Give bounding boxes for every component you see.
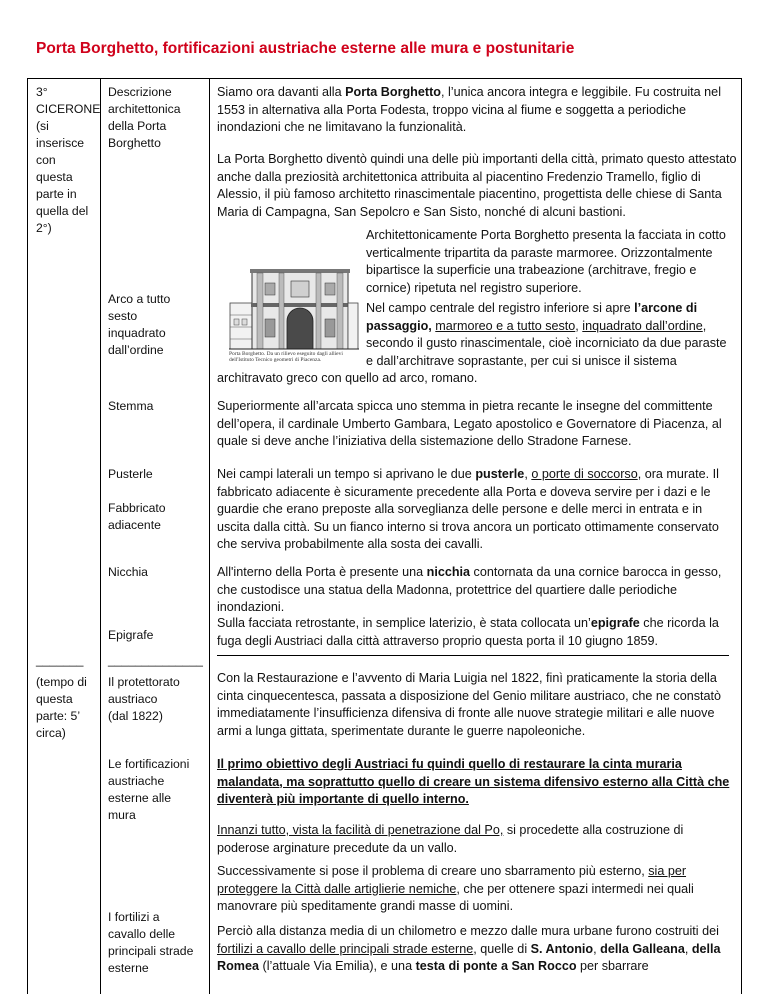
paragraph-intro: Siamo ora davanti alla Porta Borghetto, l’unica ancora integra e leggibile. Fu costruita nel 1553 in alternativa alla Porta Fodesta, troppo vicina al fiume e soggetta a periodiche inondazioni che ne limitavano la funzionalità. [217,85,721,134]
topic-arco [108,291,203,359]
time-note [36,674,98,742]
topic-line: Le fortificazioni [108,757,190,771]
role-line: 3° [36,85,48,99]
role-line: questa [36,170,73,184]
topic-line: della Porta [108,119,167,133]
bold-term: Porta Borghetto [345,85,441,99]
porta-borghetto-drawing [229,263,359,365]
topic-fortilizi [108,909,203,977]
time-line: (tempo di [36,675,87,689]
topic-line: esterne [108,961,149,975]
paragraph-stemma: Superiormente all’arcata spicca uno stemma in pietra recante le insegne del committente dell’opera, il cardinale Umberto Gambara, Legato apostolico e Governatore di Piacenza, al quale si deve anche l’iniziativa della sistemazione dello Stradone Farnese. [217,399,722,448]
topic-fabbricato [108,500,203,534]
paragraph-sbarramento: Successivamente si pose il problema di creare uno sbarramento più esterno, sia per proteggere la Città dalle artiglierie nemiche, che per ottenere spazi intermedi nei quali manovrare più speditamente grandi masse di uomini. [217,864,694,913]
paragraph-restaurazione: Con la Restaurazione e l’avvento di Maria Luigia nel 1822, finì praticamente la storia della cinta cinquecentesca, passata a disposizione del Genio militare austriaco, che ne constatò immediatamente l’insufficienza difensiva di fronte alle nuove strategie militari e alle nuove armi a lunga gittata, sperimentate durante le guerre napoleoniche. [217,671,722,738]
column-divider [100,79,101,994]
topic-line: sesto [108,309,138,323]
topic-line: Il protettorato [108,675,180,689]
topic-line: esterne alle [108,791,172,805]
topic-line: inquadrato [108,326,166,340]
role-line: parte in [36,187,77,201]
time-line: questa [36,692,73,706]
topic-pusterle: Pusterle [108,467,153,481]
role-line: quella del [36,204,89,218]
topic-line: principali strade [108,944,194,958]
topic-protettorato [108,674,203,725]
role-line: con [36,153,56,167]
paragraph-arcone-end: architravato greco con quello ad arco, romano. [217,371,478,385]
role-line: (si [36,119,49,133]
topic-stemma: Stemma [108,399,154,413]
topic-line: Fabbricato [108,501,166,515]
column-divider [209,79,210,994]
topic-line: cavallo delle [108,927,176,941]
topic-line: mura [108,808,136,822]
topic-line: adiacente [108,518,161,532]
topic-line: I fortilizi a [108,910,160,924]
topic-fortificazioni [108,756,203,824]
role-line: CICERONE [36,102,101,116]
topic-epigrafe: Epigrafe [108,628,154,642]
time-line: circa) [36,726,66,740]
topic-line: (dal 1822) [108,709,163,723]
bold-term: l’arcone di passaggio, [366,301,698,333]
time-line: parte: 5’ [36,709,81,723]
topic-line: austriaco [108,692,158,706]
topic-line: architettonica [108,102,181,116]
paragraph-fortilizi: Perciò alla distanza media di un chilometro e mezzo dalle mura urbane furono costruiti dei fortilizi a cavallo delle principali strade esterne, quelle di S. Antonio, della Galleana, della Romea (l’attuale Via Emilia), e una testa di ponte a San Rocco per sbarrare [217,924,721,973]
paragraph-arcone: Nel campo centrale del registro inferiore si apre l’arcone di passaggio, marmoreo e a tutto sesto, inquadrato dall’ordine, secondo il gusto rinascimentale, cioè incorniciato da due paraste e dall’architrave soprastante, per cui si unisce il sistema [366,301,727,368]
section-rule [217,655,729,657]
section-rule: ______________ [108,653,203,667]
topic-line: Arco a tutto [108,292,171,306]
paragraph-architect: La Porta Borghetto diventò quindi una delle più importanti della città, primato questo attestato anche dalla preziosità architettonica attribuita al piacentino Fredenzio Tramello, figlio di Alessio, il più famoso architetto rinascimentale piacentino, progettista delle chiese di Santa Maria di Campagna, San Sepolcro e San Sisto, nonché di alcuni bastioni. [217,152,737,219]
bold-term: epigrafe [590,616,640,630]
role-line: 2°) [36,221,52,235]
topic-line: austriache [108,774,165,788]
bold-term: pusterle [475,467,525,481]
topic-line: dall’ordine [108,343,164,357]
role-line: inserisce [36,136,85,150]
paragraph-nicchia: All'interno della Porta è presente una nicchia contornata da una cornice barocca in gesso, che custodisce una statua della Madonna, protettrice del quartiere dalle periodiche inondazioni. [217,565,722,614]
topic-nicchia: Nicchia [108,565,148,579]
paragraph-epigrafe: Sulla facciata retrostante, in semplice laterizio, è stata collocata un’epigrafe che ricorda la fuga degli Austriaci dalla città attraverso proprio questa porta il 10 giugno 1859. [217,616,719,648]
topic-line: Borghetto [108,136,161,150]
page-title: Porta Borghetto, fortificazioni austriache esterne alle mura e postunitarie [36,40,575,57]
section-rule: _______ [36,653,84,667]
paragraph-facade: Architettonicamente Porta Borghetto presenta la facciata in cotto verticalmente tripartita da paraste marmoree. Orizzontalmente bipartisce la superficie una trabeazione (architrave, fregio e cornice) ripetuta nel registro superiore. [366,228,726,295]
paragraph-po: Innanzi tutto, vista la facilità di penetrazione dal Po, si procedette alla costruzione di poderose arginature precedute da un vallo. [217,823,684,855]
role-note [36,84,101,237]
paragraph-pusterle: Nei campi laterali un tempo si aprivano le due pusterle, o porte di soccorso, ora murate. Il fabbricato adiacente è sicuramente precedente alla Porta e doveva servire per i dazi e le guardie che erano preposte alla sorveglianza delle persone e delle merci in entrata e in uscita dalla città. Su un fianco interno si trova ancora un porticato ottimamente conservato che serviva probabilmente alla sosta dei cavalli. [217,467,719,551]
content-table [27,78,742,994]
topic-line: Descrizione [108,85,172,99]
paragraph-obiettivo: Il primo obiettivo degli Austriaci fu quindi quello di restaurare la cinta muraria malandata, ma soprattutto quello di creare un sistema difensivo esterno alla Città che diventerà più importante di quello interno. [217,757,730,806]
figure-caption: Porta Borghetto. Da un rilievo eseguito dagli allievi dell'Istituto Tecnico geometri di Piacenza. [229,351,343,363]
bold-term: nicchia [426,565,471,579]
topic-descrizione [108,84,203,152]
